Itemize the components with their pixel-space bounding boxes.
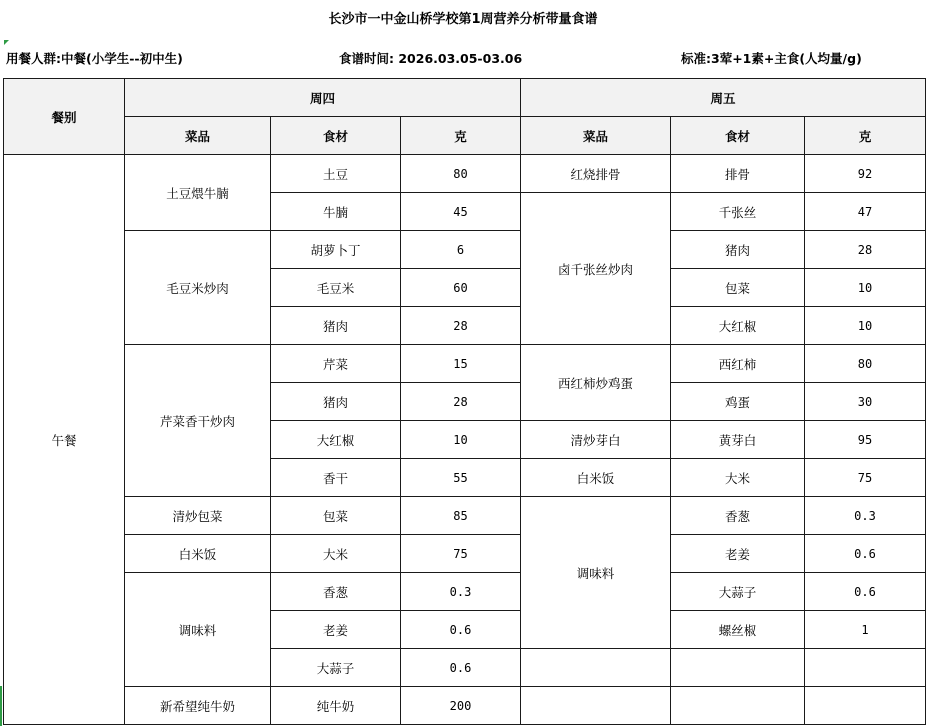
day2-ingredient-cell[interactable] (671, 649, 805, 687)
diners-info: 用餐人群:中餐(小学生--初中生) (6, 51, 183, 66)
day2-dish-cell[interactable]: 清炒芽白 (521, 421, 671, 459)
day2-grams-cell[interactable]: 30 (805, 383, 926, 421)
day2-grams-cell[interactable]: 1 (805, 611, 926, 649)
table-row (4, 231, 926, 269)
day1-grams-cell[interactable]: 75 (401, 535, 521, 573)
day1-dish-cell[interactable]: 新希望纯牛奶 (125, 687, 271, 725)
day2-grams-header[interactable]: 克 (805, 117, 926, 155)
day1-dish-cell[interactable]: 芹菜香干炒肉 (125, 345, 271, 497)
day2-grams-cell[interactable] (805, 649, 926, 687)
day1-grams-cell[interactable]: 0.3 (401, 573, 521, 611)
menu-table (3, 78, 926, 725)
meal-type-header[interactable]: 餐别 (4, 79, 125, 155)
day1-grams-cell[interactable]: 28 (401, 307, 521, 345)
table-row (4, 535, 926, 573)
day2-grams-cell[interactable]: 28 (805, 231, 926, 269)
day2-grams-cell[interactable] (805, 687, 926, 725)
day1-ingredient-cell[interactable]: 猪肉 (271, 383, 401, 421)
table-row (4, 345, 926, 383)
table-row (4, 687, 926, 725)
day1-ingredient-cell[interactable]: 土豆 (271, 155, 401, 193)
day2-grams-cell[interactable]: 47 (805, 193, 926, 231)
day1-ingredient-cell[interactable]: 大蒜子 (271, 649, 401, 687)
day1-ingredient-header[interactable]: 食材 (271, 117, 401, 155)
day1-ingredient-cell[interactable]: 芹菜 (271, 345, 401, 383)
day2-ingredient-cell[interactable]: 鸡蛋 (671, 383, 805, 421)
day1-grams-header[interactable]: 克 (401, 117, 521, 155)
day2-grams-cell[interactable]: 10 (805, 307, 926, 345)
day2-ingredient-cell[interactable]: 猪肉 (671, 231, 805, 269)
table-row (4, 497, 926, 535)
day2-dish-cell[interactable]: 调味料 (521, 497, 671, 649)
table-row (4, 573, 926, 611)
day1-grams-cell[interactable]: 45 (401, 193, 521, 231)
day1-grams-cell[interactable]: 10 (401, 421, 521, 459)
day2-grams-cell[interactable]: 95 (805, 421, 926, 459)
day1-ingredient-cell[interactable]: 包菜 (271, 497, 401, 535)
day1-ingredient-cell[interactable]: 大红椒 (271, 421, 401, 459)
day2-ingredient-cell[interactable]: 大米 (671, 459, 805, 497)
day1-ingredient-cell[interactable]: 胡萝卜丁 (271, 231, 401, 269)
table-row (4, 155, 926, 193)
day1-grams-cell[interactable]: 80 (401, 155, 521, 193)
day2-ingredient-cell[interactable]: 黄芽白 (671, 421, 805, 459)
day2-ingredient-cell[interactable]: 包菜 (671, 269, 805, 307)
day1-header[interactable]: 周四 (125, 79, 521, 117)
day1-ingredient-cell[interactable]: 香干 (271, 459, 401, 497)
day2-grams-cell[interactable]: 0.6 (805, 573, 926, 611)
day2-header[interactable]: 周五 (521, 79, 926, 117)
day2-ingredient-cell[interactable]: 香葱 (671, 497, 805, 535)
day2-ingredient-cell[interactable]: 千张丝 (671, 193, 805, 231)
day2-ingredient-header[interactable]: 食材 (671, 117, 805, 155)
day1-grams-cell[interactable]: 85 (401, 497, 521, 535)
day1-ingredient-cell[interactable]: 香葱 (271, 573, 401, 611)
day2-dish-cell[interactable]: 红烧排骨 (521, 155, 671, 193)
day2-ingredient-cell[interactable]: 老姜 (671, 535, 805, 573)
day2-grams-cell[interactable]: 92 (805, 155, 926, 193)
day2-ingredient-cell[interactable] (671, 687, 805, 725)
day1-dish-cell[interactable]: 清炒包菜 (125, 497, 271, 535)
day2-dish-cell[interactable]: 白米饭 (521, 459, 671, 497)
day2-grams-cell[interactable]: 75 (805, 459, 926, 497)
day2-grams-cell[interactable]: 0.3 (805, 497, 926, 535)
day2-dish-cell[interactable]: 西红柿炒鸡蛋 (521, 345, 671, 421)
day2-ingredient-cell[interactable]: 大红椒 (671, 307, 805, 345)
day1-grams-cell[interactable]: 0.6 (401, 649, 521, 687)
selection-edge-marker (0, 686, 2, 726)
day2-dish-cell[interactable] (521, 687, 671, 725)
day1-ingredient-cell[interactable]: 猪肉 (271, 307, 401, 345)
day2-ingredient-cell[interactable]: 大蒜子 (671, 573, 805, 611)
day2-grams-cell[interactable]: 10 (805, 269, 926, 307)
day1-ingredient-cell[interactable]: 老姜 (271, 611, 401, 649)
day1-grams-cell[interactable]: 200 (401, 687, 521, 725)
day2-ingredient-cell[interactable]: 螺丝椒 (671, 611, 805, 649)
day1-grams-cell[interactable]: 60 (401, 269, 521, 307)
day1-ingredient-cell[interactable]: 毛豆米 (271, 269, 401, 307)
period-info: 食谱时间: 2026.03.05-03.06 (339, 51, 523, 66)
day2-grams-cell[interactable]: 80 (805, 345, 926, 383)
day1-dish-cell[interactable]: 土豆煨牛腩 (125, 155, 271, 231)
day2-dish-cell[interactable] (521, 649, 671, 687)
day1-dish-header[interactable]: 菜品 (125, 117, 271, 155)
day2-ingredient-cell[interactable]: 排骨 (671, 155, 805, 193)
day2-dish-cell[interactable]: 卤千张丝炒肉 (521, 193, 671, 345)
day2-grams-cell[interactable]: 0.6 (805, 535, 926, 573)
day1-grams-cell[interactable]: 6 (401, 231, 521, 269)
meal-cell[interactable]: 午餐 (4, 155, 125, 725)
day1-ingredient-cell[interactable]: 纯牛奶 (271, 687, 401, 725)
day1-grams-cell[interactable]: 15 (401, 345, 521, 383)
day1-dish-cell[interactable]: 调味料 (125, 573, 271, 687)
day1-ingredient-cell[interactable]: 牛腩 (271, 193, 401, 231)
day1-grams-cell[interactable]: 28 (401, 383, 521, 421)
day1-dish-cell[interactable]: 白米饭 (125, 535, 271, 573)
day1-ingredient-cell[interactable]: 大米 (271, 535, 401, 573)
day1-grams-cell[interactable]: 55 (401, 459, 521, 497)
standard-info: 标准:3荤+1素+主食(人均量/g) (681, 51, 862, 66)
day1-grams-cell[interactable]: 0.6 (401, 611, 521, 649)
day1-dish-cell[interactable]: 毛豆米炒肉 (125, 231, 271, 345)
sheet-title: 长沙市一中金山桥学校第1周营养分析带量食谱 (328, 12, 598, 27)
day2-ingredient-cell[interactable]: 西红柿 (671, 345, 805, 383)
day2-dish-header[interactable]: 菜品 (521, 117, 671, 155)
